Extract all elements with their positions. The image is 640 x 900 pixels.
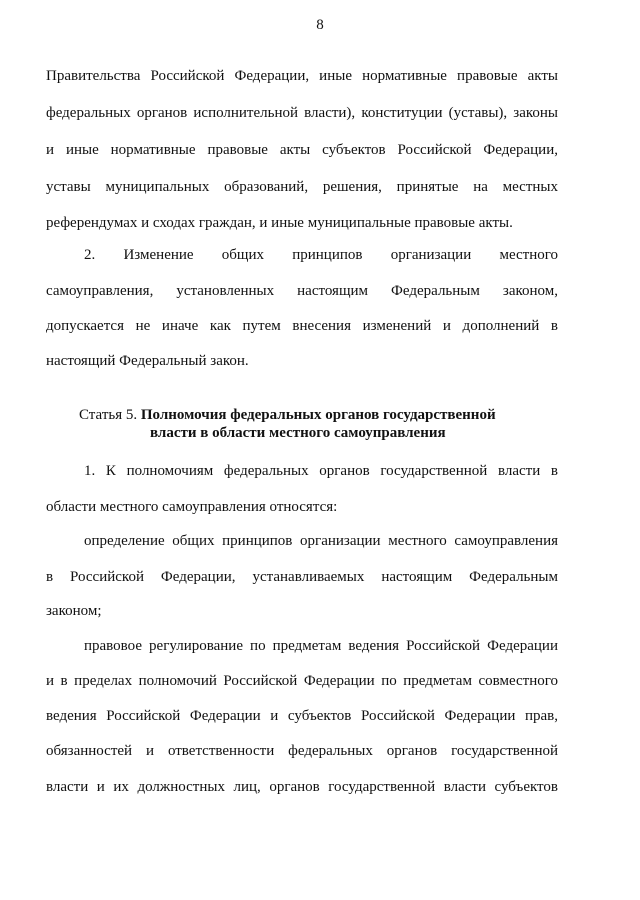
- text-line: 1. К полномочиям федеральных органов государственной власти в: [84, 463, 558, 479]
- text-line: допускается не иначе как путем внесения изменений и дополнений в: [46, 318, 558, 334]
- text-line: и иные нормативные правовые акты субъектов Российской Федерации,: [46, 142, 558, 158]
- text-line: и в пределах полномочий Российской Федерации по предметам совместного: [46, 673, 558, 689]
- text-line: федеральных органов исполнительной власти), конституции (уставы), законы: [46, 105, 558, 121]
- text-line: Правительства Российской Федерации, иные нормативные правовые акты: [46, 68, 558, 84]
- article-heading-line-2: [150, 424, 550, 442]
- text-line: обязанностей и ответственности федеральных органов государственной: [46, 743, 558, 759]
- article-heading-line-1: [79, 406, 559, 424]
- text-line: правовое регулирование по предметам ведения Российской Федерации: [84, 638, 558, 654]
- text-line: самоуправления, установленных настоящим Федеральным законом,: [46, 283, 558, 299]
- text-line: референдумах и сходах граждан, и иные муниципальные правовые акты.: [46, 215, 513, 231]
- text-line: 2. Изменение общих принципов организации местного: [84, 247, 558, 263]
- text-line: области местного самоуправления относятся:: [46, 499, 338, 515]
- article-prefix: Статья 5.: [79, 407, 138, 423]
- text-line: определение общих принципов организации местного самоуправления: [84, 533, 558, 549]
- text-line: в Российской Федерации, устанавливаемых настоящим Федеральным: [46, 569, 558, 585]
- text-line: законом;: [46, 603, 102, 619]
- article-title-continuation: власти в области местного самоуправления: [150, 425, 446, 441]
- text-line: уставы муниципальных образований, решения, принятые на местных: [46, 179, 558, 195]
- text-line: ведения Российской Федерации и субъектов Российской Федерации прав,: [46, 708, 558, 724]
- text-line: власти и их должностных лиц, органов государственной власти субъектов: [46, 779, 558, 795]
- page-number: 8: [316, 17, 324, 33]
- article-title: Полномочия федеральных органов государственной: [140, 407, 496, 423]
- text-line: настоящий Федеральный закон.: [46, 353, 249, 369]
